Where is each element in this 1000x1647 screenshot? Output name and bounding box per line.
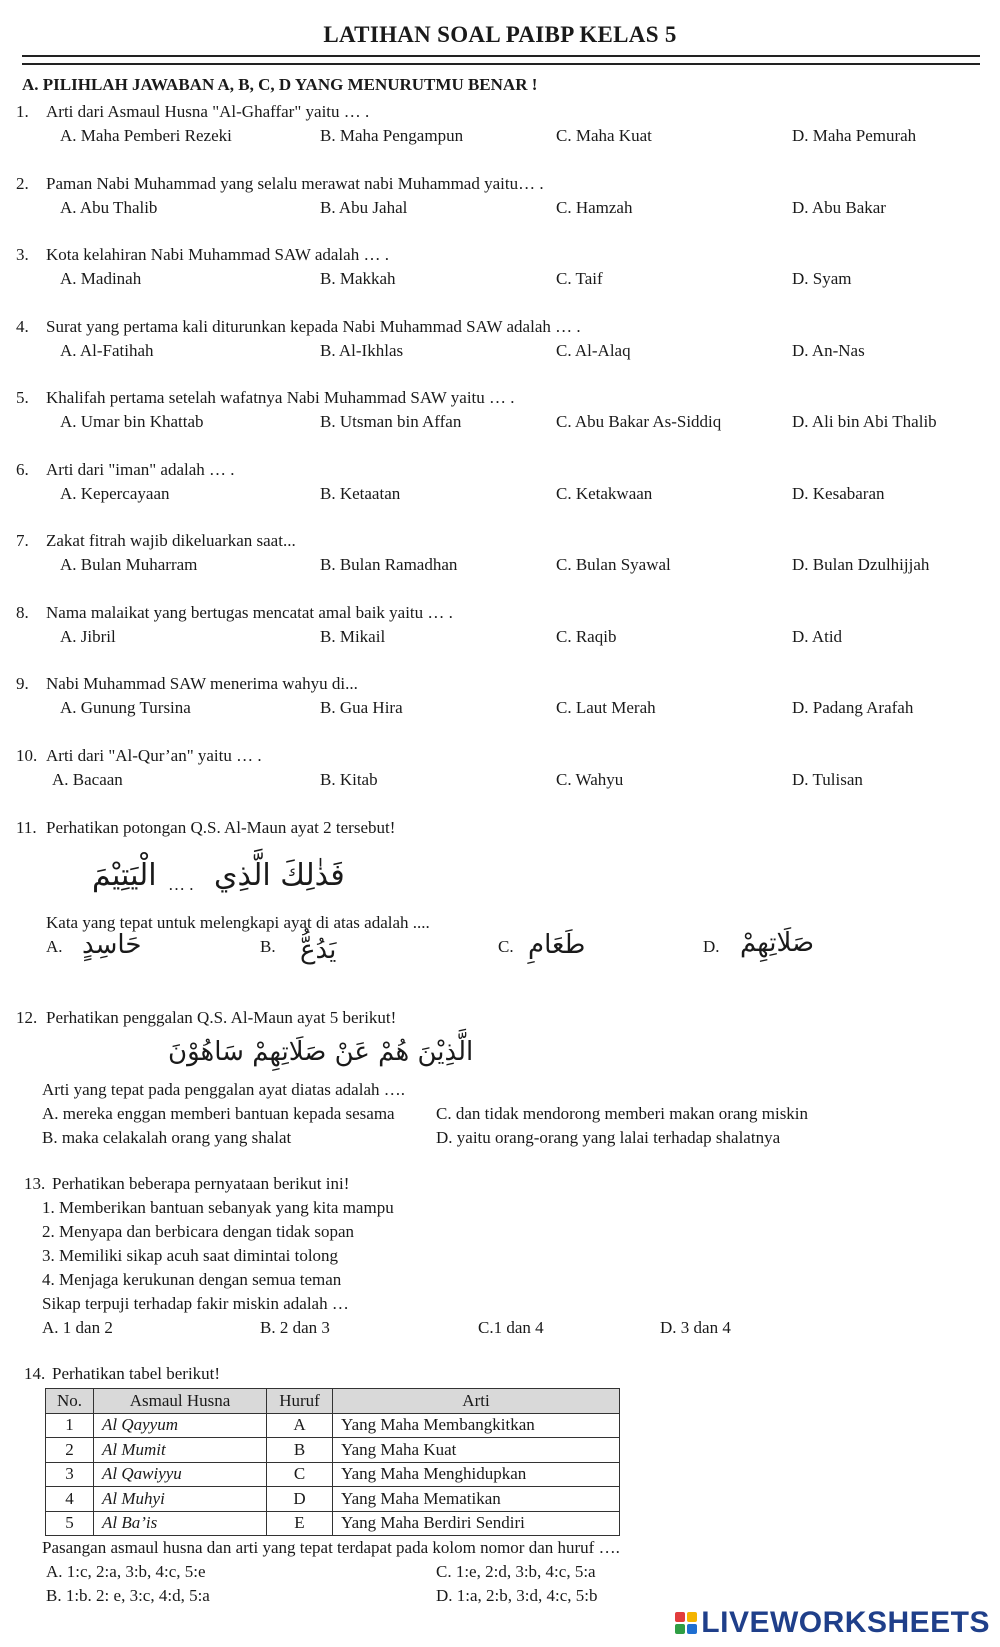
arabic-verse-part-1: فَذٰلِكَ الَّذِي xyxy=(214,858,345,893)
option-d[interactable]: D. Abu Bakar xyxy=(792,197,886,217)
arabic-verse-part-2: الْيَتِيْمَ xyxy=(92,858,157,893)
table-row xyxy=(46,1487,620,1512)
option-c[interactable]: C. Abu Bakar As-Siddiq xyxy=(556,412,722,431)
option-c[interactable]: C. Ketakwaan xyxy=(556,483,653,503)
option-b-label[interactable]: B. xyxy=(260,937,276,956)
question-number: 7. xyxy=(16,531,29,550)
option-a[interactable]: A. 1:c, 2:a, 3:b, 4:c, 5:e xyxy=(46,1562,206,1581)
option-b[interactable]: B. Mikail xyxy=(320,626,386,646)
logo-square-4 xyxy=(687,1624,697,1634)
question-text: Nama malaikat yang bertugas mencatat amal baik yaitu … . xyxy=(46,602,453,622)
logo-square-1 xyxy=(675,1612,685,1622)
option-c-arabic[interactable]: طَعَامِ xyxy=(528,930,586,960)
statement-2: 2. Menyapa dan berbicara dengan tidak sopan xyxy=(42,1222,355,1241)
option-c[interactable]: C. Raqib xyxy=(556,626,617,646)
cell-huruf: D xyxy=(267,1487,333,1512)
question-text: Perhatikan beberapa pernyataan berikut ini! xyxy=(52,1174,350,1193)
option-d[interactable]: D. Syam xyxy=(792,269,852,288)
question-number: 14. xyxy=(24,1364,46,1383)
question-number: 5. xyxy=(16,388,29,407)
table-row xyxy=(46,1413,620,1438)
cell-asmaul-husna: Al Mumit xyxy=(94,1438,267,1463)
cell-arti: Yang Maha Menghidupkan xyxy=(333,1462,620,1487)
table-row xyxy=(46,1511,620,1536)
statement-3: 3. Memiliki sikap acuh saat dimintai tolong xyxy=(42,1246,339,1265)
option-d[interactable]: D. yaitu orang-orang yang lalai terhadap shalatnya xyxy=(436,1128,781,1147)
cell-arti: Yang Maha Kuat xyxy=(333,1438,620,1463)
option-d[interactable]: D. Tulisan xyxy=(792,769,863,789)
question-text: Arti dari Asmaul Husna "Al-Ghaffar" yaitu … . xyxy=(46,102,370,121)
cell-no: 3 xyxy=(46,1462,94,1487)
cell-huruf: E xyxy=(267,1511,333,1536)
table-body xyxy=(46,1413,620,1536)
verse-blank: … . xyxy=(168,875,194,894)
question-number: 12. xyxy=(16,1008,38,1027)
cell-no: 4 xyxy=(46,1487,94,1512)
question-number: 13. xyxy=(24,1174,46,1193)
option-b-arabic[interactable]: يَدُعُّ xyxy=(300,935,337,965)
header-asmaul-husna: Asmaul Husna xyxy=(94,1389,267,1414)
option-b[interactable]: B. 1:b. 2: e, 3:c, 4:d, 5:a xyxy=(46,1586,210,1605)
option-a[interactable]: A. Abu Thalib xyxy=(60,197,158,217)
option-b[interactable]: B. Abu Jahal xyxy=(320,197,408,217)
option-a[interactable]: A. Jibril xyxy=(60,626,116,646)
option-c[interactable]: C. Maha Kuat xyxy=(556,126,652,145)
question-number: 8. xyxy=(16,602,29,622)
option-d[interactable]: D. Kesabaran xyxy=(792,483,885,503)
cell-huruf: C xyxy=(267,1462,333,1487)
option-a[interactable]: A. Al-Fatihah xyxy=(60,340,154,360)
question-text: Kota kelahiran Nabi Muhammad SAW adalah … . xyxy=(46,245,389,264)
question-text: Perhatikan potongan Q.S. Al-Maun ayat 2 tersebut! xyxy=(46,818,396,837)
cell-no: 5 xyxy=(46,1511,94,1536)
question-number: 3. xyxy=(16,245,29,264)
option-d-arabic[interactable]: صَلَاتِهِمْ xyxy=(740,928,815,958)
option-d[interactable]: D. Atid xyxy=(792,626,843,646)
table-row xyxy=(46,1462,620,1487)
question-prompt: Kata yang tepat untuk melengkapi ayat di atas adalah .... xyxy=(46,913,430,932)
option-b[interactable]: B. Al-Ikhlas xyxy=(320,340,404,360)
option-a[interactable]: A. Maha Pemberi Rezeki xyxy=(60,126,232,145)
option-c[interactable]: C. dan tidak mendorong memberi makan orang miskin xyxy=(436,1104,809,1123)
option-a-arabic[interactable]: حَاسِدٍ xyxy=(82,930,142,960)
option-c[interactable]: C. 1:e, 2:d, 3:b, 4:c, 5:a xyxy=(436,1562,596,1581)
option-a[interactable]: A. Umar bin Khattab xyxy=(60,412,204,431)
question-text: Perhatikan tabel berikut! xyxy=(52,1364,221,1383)
option-b[interactable]: B. Makkah xyxy=(320,269,396,288)
option-a[interactable]: A. Madinah xyxy=(60,269,142,288)
option-b[interactable]: B. maka celakalah orang yang shalat xyxy=(42,1128,292,1147)
header-no: No. xyxy=(46,1389,94,1414)
option-b[interactable]: B. Maha Pengampun xyxy=(320,126,464,145)
cell-huruf: A xyxy=(267,1413,333,1438)
option-d-label[interactable]: D. xyxy=(703,937,720,956)
question-number: 2. xyxy=(16,173,29,193)
question-number: 6. xyxy=(16,459,29,479)
liveworksheets-logo xyxy=(675,1606,990,1640)
logo-square-2 xyxy=(687,1612,697,1622)
option-c-label[interactable]: C. xyxy=(498,937,514,956)
question-text: Zakat fitrah wajib dikeluarkan saat... xyxy=(46,531,296,550)
header-huruf: Huruf xyxy=(267,1389,333,1414)
asmaul-husna-table xyxy=(45,1388,620,1536)
option-d[interactable]: D. Maha Pemurah xyxy=(792,126,917,145)
option-d[interactable]: D. 3 dan 4 xyxy=(660,1318,731,1337)
section-heading: A. PILIHLAH JAWABAN A, B, C, D YANG MENURUTMU BENAR ! xyxy=(22,75,538,94)
option-b[interactable]: B. Gua Hira xyxy=(320,698,403,717)
option-d[interactable]: D. An-Nas xyxy=(792,340,865,360)
logo-square-3 xyxy=(675,1624,685,1634)
title-divider xyxy=(22,55,980,65)
option-c[interactable]: C. Wahyu xyxy=(556,769,624,789)
option-c[interactable]: C. Taif xyxy=(556,269,603,288)
question-number: 4. xyxy=(16,316,29,336)
statement-4: 4. Menjaga kerukunan dengan semua teman xyxy=(42,1270,342,1289)
question-prompt: Pasangan asmaul husna dan arti yang tepat terdapat pada kolom nomor dan huruf …. xyxy=(42,1538,620,1557)
option-c[interactable]: C. Laut Merah xyxy=(556,698,656,717)
question-text: Nabi Muhammad SAW menerima wahyu di... xyxy=(46,674,358,693)
question-number: 11. xyxy=(16,818,37,837)
question-number: 1. xyxy=(16,102,29,121)
cell-asmaul-husna: Al Ba’is xyxy=(94,1511,267,1536)
cell-asmaul-husna: Al Qayyum xyxy=(94,1413,267,1438)
question-text: Paman Nabi Muhammad yang selalu merawat nabi Muhammad yaitu… . xyxy=(46,173,544,193)
option-a[interactable]: A. mereka enggan memberi bantuan kepada sesama xyxy=(42,1104,395,1123)
question-text: Arti dari "iman" adalah … . xyxy=(46,459,235,479)
question-number: 10. xyxy=(16,745,38,765)
option-a[interactable]: A. Gunung Tursina xyxy=(60,698,191,717)
option-d[interactable]: D. 1:a, 2:b, 3:d, 4:c, 5:b xyxy=(436,1586,598,1605)
question-prompt: Sikap terpuji terhadap fakir miskin adalah … xyxy=(42,1294,349,1313)
arabic-verse: الَّذِيْنَ هُمْ عَنْ صَلَاتِهِمْ سَاهُوْنَ xyxy=(168,1037,474,1067)
option-b[interactable]: B. Utsman bin Affan xyxy=(320,412,462,431)
option-c[interactable]: C.1 dan 4 xyxy=(478,1318,544,1337)
option-b[interactable]: B. Kitab xyxy=(320,769,378,789)
question-text: Arti dari "Al-Qur’an" yaitu … . xyxy=(46,745,262,765)
cell-asmaul-husna: Al Qawiyyu xyxy=(94,1462,267,1487)
logo-mark-icon xyxy=(675,1612,697,1634)
cell-asmaul-husna: Al Muhyi xyxy=(94,1487,267,1512)
option-a[interactable]: A. Kepercayaan xyxy=(60,483,170,503)
option-b[interactable]: B. Bulan Ramadhan xyxy=(320,555,458,574)
question-prompt: Arti yang tepat pada penggalan ayat diatas adalah …. xyxy=(42,1080,405,1099)
option-c[interactable]: C. Hamzah xyxy=(556,197,633,217)
logo-text: LIVEWORKSHEETS xyxy=(701,1606,990,1639)
option-b[interactable]: B. 2 dan 3 xyxy=(260,1318,330,1337)
option-a[interactable]: A. Bacaan xyxy=(52,769,123,789)
question-number: 9. xyxy=(16,674,29,693)
cell-arti: Yang Maha Berdiri Sendiri xyxy=(333,1511,620,1536)
option-a[interactable]: A. 1 dan 2 xyxy=(42,1318,113,1337)
option-d[interactable]: D. Bulan Dzulhijjah xyxy=(792,555,930,574)
cell-huruf: B xyxy=(267,1438,333,1463)
cell-arti: Yang Maha Membangkitkan xyxy=(333,1413,620,1438)
cell-no: 1 xyxy=(46,1413,94,1438)
question-text: Perhatikan penggalan Q.S. Al-Maun ayat 5 berikut! xyxy=(46,1008,397,1027)
option-c[interactable]: C. Bulan Syawal xyxy=(556,555,671,574)
cell-no: 2 xyxy=(46,1438,94,1463)
statement-1: 1. Memberikan bantuan sebanyak yang kita mampu xyxy=(42,1198,394,1217)
table-row xyxy=(46,1438,620,1463)
option-a-label[interactable]: A. xyxy=(46,937,63,956)
option-d[interactable]: D. Padang Arafah xyxy=(792,698,914,717)
option-d[interactable]: D. Ali bin Abi Thalib xyxy=(792,412,937,431)
option-a[interactable]: A. Bulan Muharram xyxy=(60,555,198,574)
header-arti: Arti xyxy=(333,1389,620,1414)
option-b[interactable]: B. Ketaatan xyxy=(320,483,401,503)
option-c[interactable]: C. Al-Alaq xyxy=(556,340,631,360)
cell-arti: Yang Maha Mematikan xyxy=(333,1487,620,1512)
question-text: Khalifah pertama setelah wafatnya Nabi Muhammad SAW yaitu … . xyxy=(46,388,515,407)
question-text: Surat yang pertama kali diturunkan kepada Nabi Muhammad SAW adalah … . xyxy=(46,316,581,336)
table-header-row xyxy=(46,1389,620,1414)
page-title: LATIHAN SOAL PAIBP KELAS 5 xyxy=(323,22,677,47)
